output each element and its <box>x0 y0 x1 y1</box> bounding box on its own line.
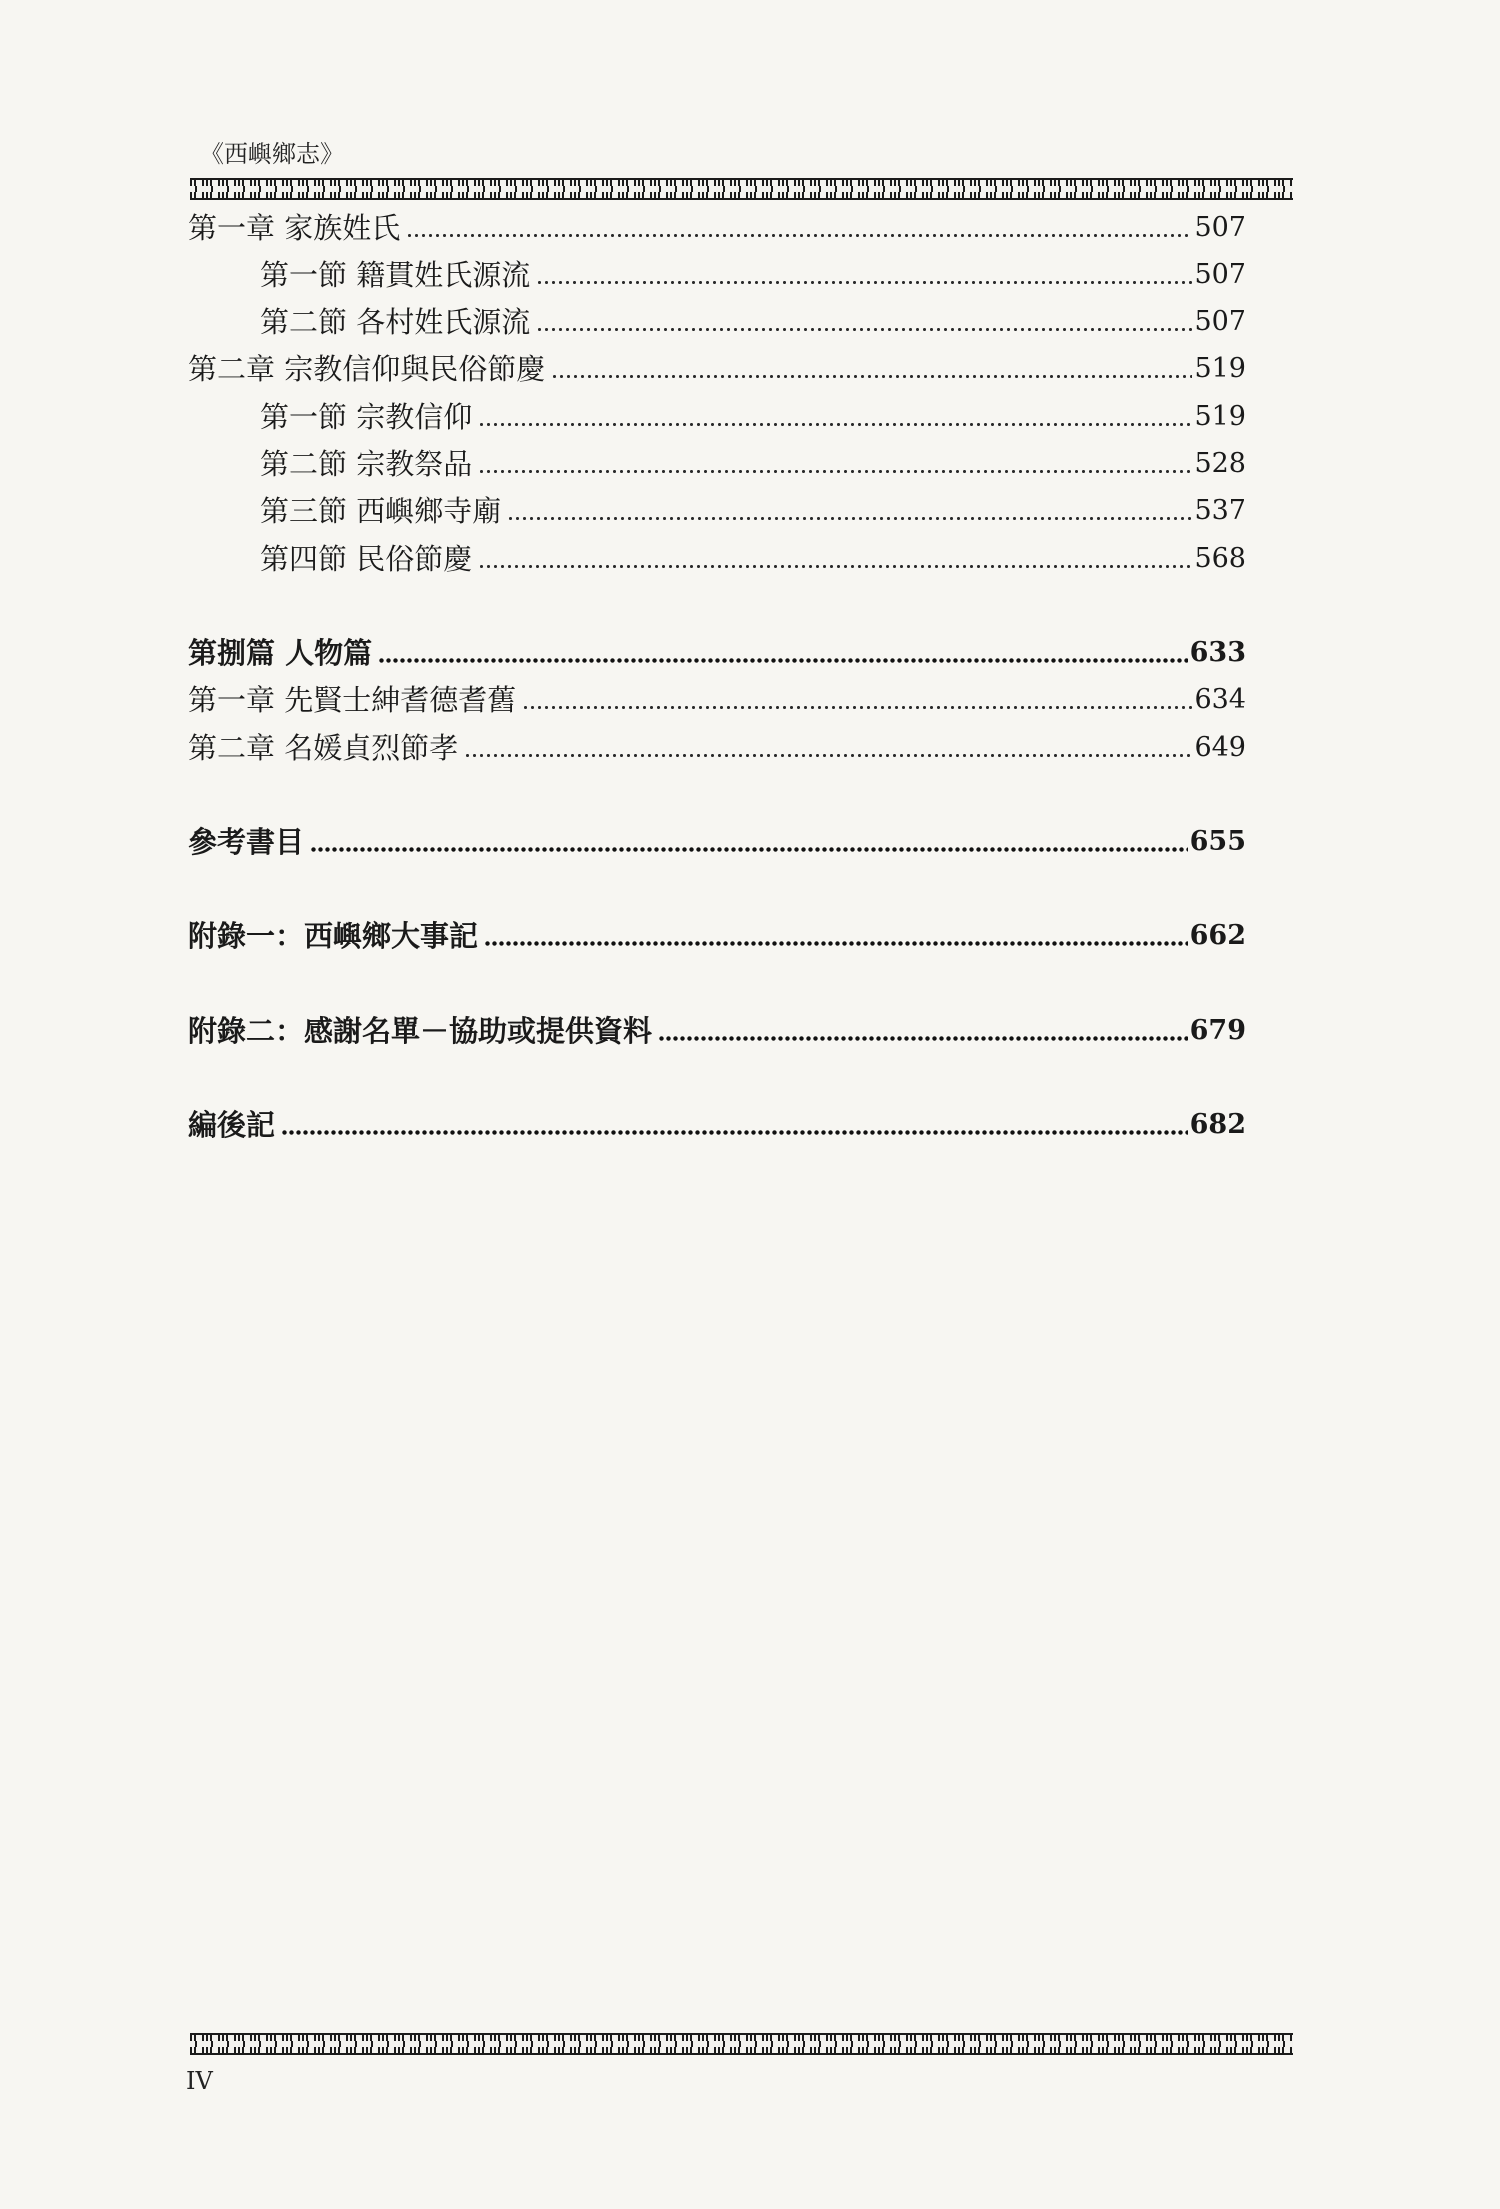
leader-dots <box>281 1106 1188 1136</box>
leader-dots <box>507 492 1192 522</box>
leader-dots <box>478 445 1192 475</box>
toc-entry-page: 507 <box>1194 259 1246 290</box>
toc-entry-chapter <box>188 680 1246 720</box>
toc-entry-title: 參考書目 <box>188 825 305 859</box>
toc-entry-appendix <box>188 1011 1246 1051</box>
toc-entry-title: 附錄一：西嶼鄉大事記 <box>188 919 479 953</box>
toc-entry-page: 537 <box>1194 495 1246 526</box>
toc-entry-section <box>260 397 1246 437</box>
toc-entry-page: 655 <box>1189 826 1246 857</box>
leader-dots <box>478 540 1192 570</box>
toc-entry-page: 649 <box>1194 732 1246 763</box>
leader-dots <box>378 634 1188 664</box>
toc-entry-title: 第一章 家族姓氏 <box>188 211 401 245</box>
toc-entry-chapter <box>188 728 1246 768</box>
leader-dots <box>551 350 1192 380</box>
toc-entry-appendix <box>188 916 1246 956</box>
toc-entry-section <box>260 444 1246 484</box>
toc-entry-afterword <box>188 1105 1246 1145</box>
toc-entry-page: 679 <box>1189 1015 1246 1046</box>
footer-border <box>190 2033 1293 2055</box>
page-number: IV <box>186 2067 213 2095</box>
leader-dots <box>536 303 1192 333</box>
toc-entry-page: 528 <box>1194 448 1246 479</box>
toc-entry-title: 第二節 宗教祭品 <box>260 447 473 481</box>
toc-entry-chapter <box>188 208 1246 248</box>
toc-entry-title: 第一章 先賢士紳耆德耆舊 <box>188 683 517 717</box>
toc-entry-page: 634 <box>1194 684 1246 715</box>
toc-entry-part <box>188 633 1246 673</box>
toc-entry-section <box>260 302 1246 342</box>
toc-entry-title: 第一節 籍貫姓氏源流 <box>260 258 531 292</box>
toc-entry-page: 507 <box>1194 212 1246 243</box>
toc-entry-title: 第二章 宗教信仰與民俗節慶 <box>188 352 546 386</box>
leader-dots <box>484 917 1188 947</box>
toc-entry-page: 568 <box>1194 543 1246 574</box>
book-title: 《西嶼鄉志》 <box>200 140 344 168</box>
toc-entry-title: 編後記 <box>188 1108 276 1142</box>
toc-entry-title: 第捌篇 人物篇 <box>188 636 373 670</box>
toc-entry-bibliography <box>188 822 1246 862</box>
toc-entry-title: 第二章 名媛貞烈節孝 <box>188 731 459 765</box>
toc-entry-page: 682 <box>1189 1109 1246 1140</box>
toc-entry-section <box>260 491 1246 531</box>
toc-entry-title: 第二節 各村姓氏源流 <box>260 305 531 339</box>
toc-entry-section <box>260 255 1246 295</box>
toc-entry-title: 第四節 民俗節慶 <box>260 542 473 576</box>
header-border <box>190 178 1293 200</box>
toc-entry-page: 507 <box>1194 306 1246 337</box>
toc-entry-page: 519 <box>1194 353 1246 384</box>
toc-entry-page: 519 <box>1194 401 1246 432</box>
toc-entry-title: 第一節 宗教信仰 <box>260 400 473 434</box>
leader-dots <box>406 209 1192 239</box>
toc-entry-title: 附錄二：感謝名單－協助或提供資料 <box>188 1014 653 1048</box>
leader-dots <box>478 398 1192 428</box>
leader-dots <box>464 729 1192 759</box>
toc-entry-section <box>260 539 1246 579</box>
toc-entry-chapter <box>188 349 1246 389</box>
leader-dots <box>522 681 1192 711</box>
leader-dots <box>536 256 1192 286</box>
leader-dots <box>658 1012 1188 1042</box>
toc-entry-page: 662 <box>1189 920 1246 951</box>
toc-entry-title: 第三節 西嶼鄉寺廟 <box>260 494 502 528</box>
toc-entry-page: 633 <box>1189 637 1246 668</box>
leader-dots <box>310 823 1188 853</box>
